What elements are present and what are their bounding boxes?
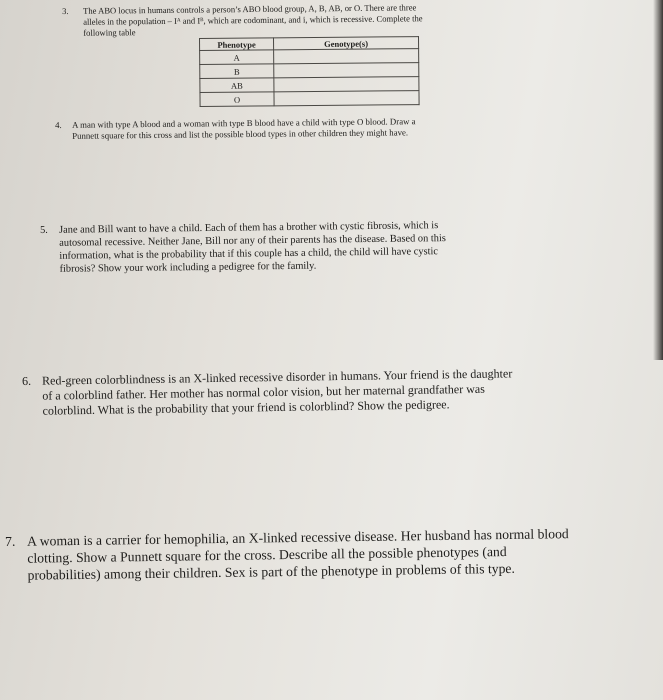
question-text bbox=[83, 2, 423, 39]
phenotype-cell: A bbox=[200, 50, 274, 65]
question-line: fibrosis? Show your work including a pedigree for the family. bbox=[59, 260, 317, 275]
question-line: following table bbox=[83, 27, 136, 38]
question-line: Punnett square for this cross and list the possible blood types in other children they might have. bbox=[72, 127, 409, 141]
question-line: Red-green colorblindness is an X-linked recessive disorder in humans. Your friend is the daughter bbox=[41, 366, 513, 388]
question-line: clotting. Show a Punnett square for the cross. Describe all the possible phenotypes (and bbox=[27, 543, 507, 566]
phenotype-cell: O bbox=[200, 92, 274, 107]
table-row bbox=[200, 91, 419, 107]
phenotype-cell: AB bbox=[200, 78, 274, 93]
page-edge-shadow bbox=[653, 0, 663, 360]
question-line: A woman is a carrier for hemophilia, an X-linked recessive disease. Her husband has normal blood bbox=[27, 526, 569, 549]
question-line: of a colorblind father. Her mother has normal color vision, but her maternal grandfather was bbox=[42, 381, 485, 403]
question-line: Jane and Bill want to have a child. Each of them has a brother with cystic fibrosis, which is bbox=[59, 220, 439, 236]
question-line: A man with type A blood and a woman with type B blood have a child with type O blood. Draw a bbox=[71, 116, 416, 130]
question-number: 7. bbox=[5, 533, 16, 549]
genotype-answer-cell[interactable] bbox=[274, 91, 419, 106]
question-text bbox=[27, 525, 569, 584]
genotype-answer-cell[interactable] bbox=[274, 63, 419, 78]
genotype-answer-cell[interactable] bbox=[274, 49, 419, 64]
question-line: probabilities) among their children. Sex is part of the phenotype in problems of this type. bbox=[27, 560, 515, 583]
question-line: colorblind. What is the probability that your friend is colorblind? Show the pedigree. bbox=[42, 397, 450, 418]
question-text bbox=[42, 366, 513, 418]
question-number: 6. bbox=[22, 373, 32, 388]
header-phenotype: Phenotype bbox=[200, 38, 274, 51]
question-line: autosomal recessive. Neither Jane, Bill nor any of their parents has the disease. Based on this bbox=[59, 233, 446, 249]
question-text bbox=[72, 116, 416, 142]
phenotype-cell: B bbox=[200, 64, 274, 79]
question-line: alleles in the population – Iᴬ and Iᴮ, which are codominant, and i, which is recessive. Complete the bbox=[83, 13, 423, 27]
question-number: 4. bbox=[55, 119, 62, 130]
blood-type-table bbox=[199, 36, 420, 107]
question-line: The ABO locus in humans controls a person’s ABO blood group, A, B, AB, or O. There are three bbox=[82, 2, 417, 16]
question-number: 5. bbox=[40, 224, 48, 236]
question-line: information, what is the probability that if this couple has a child, the child will have cystic bbox=[59, 246, 439, 262]
genotype-answer-cell[interactable] bbox=[274, 77, 419, 92]
question-number: 3. bbox=[62, 5, 69, 16]
header-genotypes: Genotype(s) bbox=[274, 37, 419, 50]
question-text bbox=[59, 219, 446, 276]
